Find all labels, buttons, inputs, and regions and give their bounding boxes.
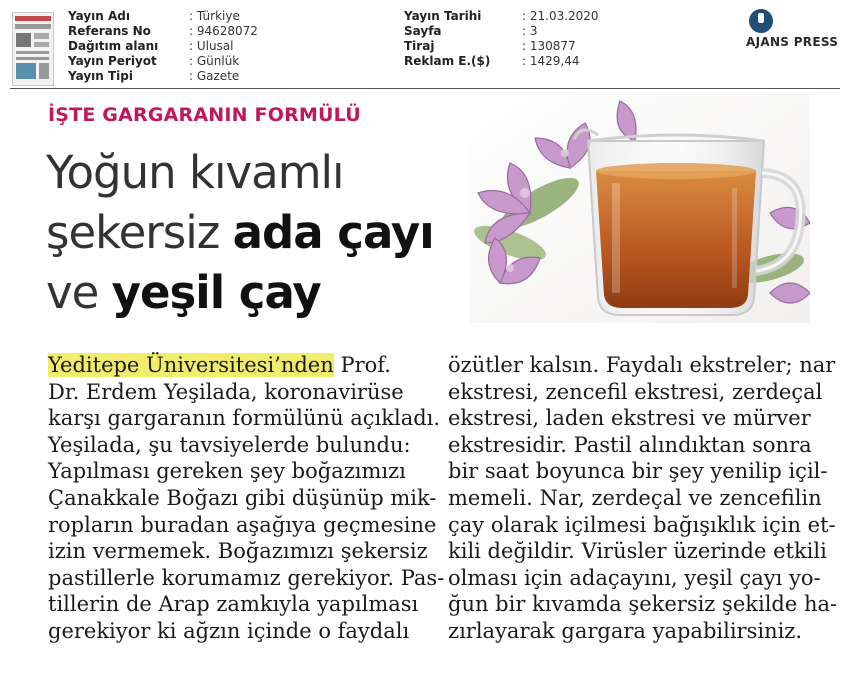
body-line: tillerin de Arap zamkıyla yapılması	[48, 592, 419, 617]
meta-value: : 94628072	[189, 24, 258, 38]
headline-line-3	[46, 263, 434, 323]
meta-label: Referans No	[68, 24, 151, 38]
headline-line-1	[46, 143, 434, 203]
body-text: Prof.	[333, 353, 391, 377]
body-line: özütler kalsın. Faydalı ekstreler; nar	[448, 353, 836, 377]
meta-value: : 1429,44	[522, 54, 580, 68]
meta-label: Yayın Periyot	[68, 54, 157, 68]
tea-photo-illustration	[470, 93, 810, 323]
headline-text: ve	[46, 266, 112, 319]
highlighted-text: Yeditepe Üniversitesi’nden	[48, 353, 334, 377]
meta-value: : Ulusal	[189, 39, 234, 53]
body-line: Çanakkale Boğazı gibi düşünüp mik-	[48, 485, 437, 510]
ajans-press-logo	[742, 9, 842, 51]
body-line: ekstresidir. Pastil alındıktan sonra	[448, 432, 812, 457]
meta-value: : 3	[522, 24, 538, 38]
meta-row	[404, 39, 644, 54]
meta-row	[404, 54, 644, 69]
headline-text: şekersiz	[46, 206, 233, 259]
meta-value: : 21.03.2020	[522, 9, 599, 23]
body-line: gerekiyor ki ağzın içinde o faydalı	[48, 618, 410, 643]
meta-row	[68, 69, 388, 84]
ajans-press-logo-icon	[749, 9, 773, 33]
body-line: izin vermemek. Boğazımızı şekersiz	[48, 539, 428, 564]
publication-meta-right	[404, 9, 644, 69]
body-line: ğun bir kıvamda şekersiz şekilde ha-	[448, 592, 838, 617]
meta-row	[68, 39, 388, 54]
headline-line-2	[46, 203, 434, 263]
meta-label: Yayın Adı	[68, 9, 130, 23]
body-line: zırlayarak gargara yapabilirsiniz.	[448, 618, 803, 643]
meta-label: Dağıtım alanı	[68, 39, 159, 53]
body-line: karşı gargaranın formülünü açıkladı.	[48, 406, 441, 431]
body-line: Yeşilada, şu tavsiyelerde bulundu:	[48, 432, 411, 457]
body-line: Yapılması gereken şey boğazımızı	[48, 459, 406, 484]
article-body-left-column	[48, 352, 445, 645]
article-headline	[46, 143, 434, 323]
body-line: çay olarak içilmesi bağışıklık için et-	[448, 512, 836, 537]
body-line: ropların buradan aşağıya geçmesine	[48, 512, 437, 537]
article-body-right-column	[448, 352, 838, 645]
meta-value: : Gazete	[189, 69, 240, 83]
meta-row	[68, 54, 388, 69]
article-kicker: İŞTE GARGARANIN FORMÜLÜ	[48, 104, 361, 126]
ajans-press-logo-text: AJANS PRESS	[746, 35, 839, 49]
body-line: pastillerle korumamız gerekiyor. Pas-	[48, 565, 445, 590]
headline-emphasis: yeşil çay	[111, 266, 321, 319]
meta-row	[68, 9, 388, 24]
meta-row	[68, 24, 388, 39]
tea-and-sage-photo	[470, 93, 810, 323]
meta-value: : Türkiye	[189, 9, 240, 23]
publication-meta-left	[68, 9, 388, 84]
meta-label: Reklam E.($)	[404, 54, 491, 68]
body-line: olması için adaçayını, yeşil çayı yo-	[448, 565, 821, 590]
body-line: kili değildir. Virüsler üzerinde etkili	[448, 539, 827, 564]
body-line: memeli. Nar, zerdeçal ve zencefilin	[448, 485, 822, 510]
body-line: ekstresi, laden ekstresi ve mürver	[448, 406, 811, 431]
meta-value: : 130877	[522, 39, 576, 53]
headline-text: Yoğun kıvamlı	[46, 146, 344, 199]
meta-label: Yayın Tarihi	[404, 9, 482, 23]
meta-value: : Günlük	[189, 54, 240, 68]
body-line: ekstresi, zencefil ekstresi, zerdeçal	[448, 379, 823, 404]
header-divider	[10, 88, 840, 89]
meta-row	[404, 9, 644, 24]
meta-label: Yayın Tipi	[68, 69, 133, 83]
body-line	[48, 352, 408, 379]
page-thumbnail	[12, 12, 54, 86]
meta-label: Sayfa	[404, 24, 442, 38]
headline-emphasis: ada çayı	[232, 206, 434, 259]
body-line: Dr. Erdem Yeşilada, koronavirüse	[48, 379, 404, 404]
meta-row	[404, 24, 644, 39]
meta-label: Tiraj	[404, 39, 435, 53]
body-line: bir saat boyunca bir şey yenilip içil-	[448, 459, 828, 484]
